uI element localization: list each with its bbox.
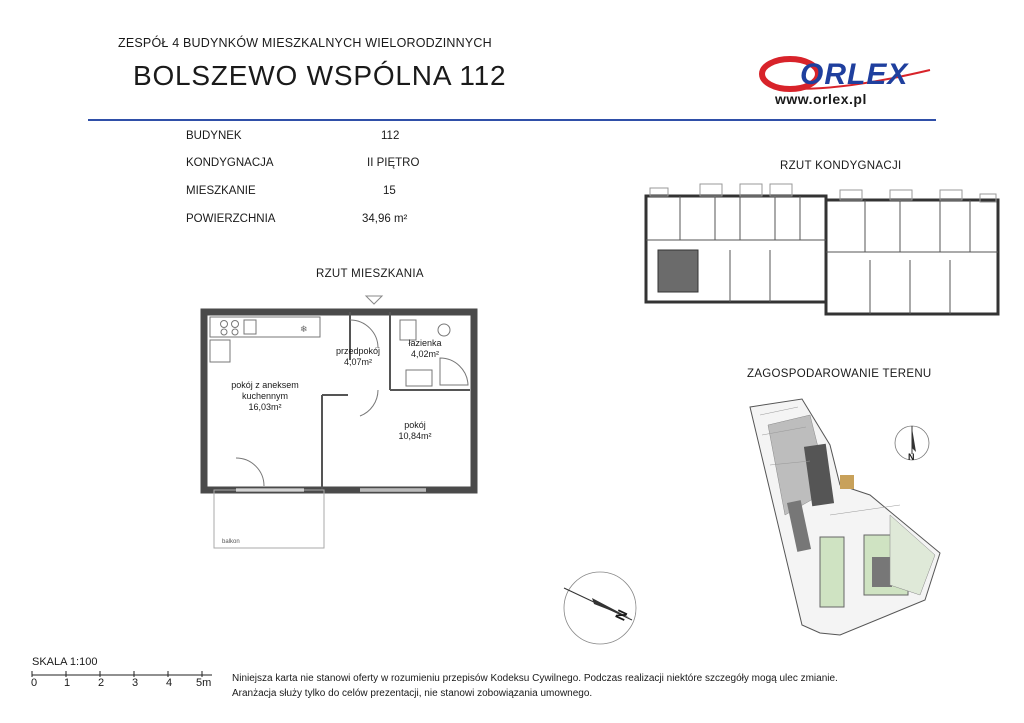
info-value-apartment: 15 [383,185,396,197]
info-label-building: BUDYNEK [186,130,242,142]
room-hallway [323,346,393,368]
logo-url[interactable]: www.orlex.pl [775,91,867,107]
info-value-area: 34,96 m² [362,213,408,225]
apartment-plan-title: RZUT MIESZKANIA [316,268,424,280]
room-bedroom [380,420,450,442]
room-living-area: 16,03m² [248,402,282,412]
project-title: BOLSZEWO WSPÓLNA 112 [133,60,507,91]
disclaimer-line-1: Niniejsza karta nie stanowi oferty w rozumieniu przepisów Kodeksu Cywilnego. Podczas realizacji niektóre szczegóły mogą ulec zmianie. [232,673,838,684]
room-hallway-name: przedpokój [335,346,381,356]
info-value-building: 112 [381,130,400,142]
header-divider [88,119,936,121]
compass-north-label: N [611,607,631,623]
info-label-floor: KONDYGNACJA [186,157,274,169]
room-bathroom-area: 4,02m² [410,349,439,359]
room-bathroom [395,338,455,360]
svg-text:❄: ❄ [300,324,308,334]
project-subtitle: ZESPÓŁ 4 BUDYNKÓW MIESZKALNYCH WIELORODZINNYCH [118,36,492,50]
room-bedroom-area: 10,84m² [398,431,432,441]
room-bedroom-name: pokój [404,420,426,430]
site-plan-title: ZAGOSPODAROWANIE TERENU [747,368,932,380]
logo-brand-text: ORLEX [800,58,909,91]
floor-plan-title: RZUT KONDYGNACJI [780,160,902,172]
room-living-name-line2: kuchennym [241,391,289,401]
disclaimer [232,671,838,701]
building-floor-plan [640,180,1020,320]
scale-tick-5: 5m [196,677,212,689]
scale-title: SKALA 1:100 [32,656,98,668]
scale-tick-3: 3 [132,677,139,689]
scale-tick-0: 0 [31,677,38,689]
scale-tick-1: 1 [64,677,71,689]
info-value-floor: II PIĘTRO [367,157,420,169]
room-bathroom-name: łazienka [408,338,442,348]
site-compass-north-label: N [908,452,915,462]
room-balcony-label: balkon [222,539,240,545]
scale-tick-4: 4 [166,677,173,689]
apartment-floor-plan [200,290,500,550]
disclaimer-line-2: Aranżacja służy tylko do celów prezentacji, nie stanowi zobowiązania umownego. [232,688,593,699]
room-living-name-line1: pokój z aneksem [231,380,299,390]
room-hallway-area: 4,07m² [343,357,372,367]
scale-tick-2: 2 [98,677,105,689]
room-living [215,380,315,413]
info-label-apartment: MIESZKANIE [186,185,256,197]
north-compass-icon [552,568,652,668]
info-label-area: POWIERZCHNIA [186,213,276,225]
